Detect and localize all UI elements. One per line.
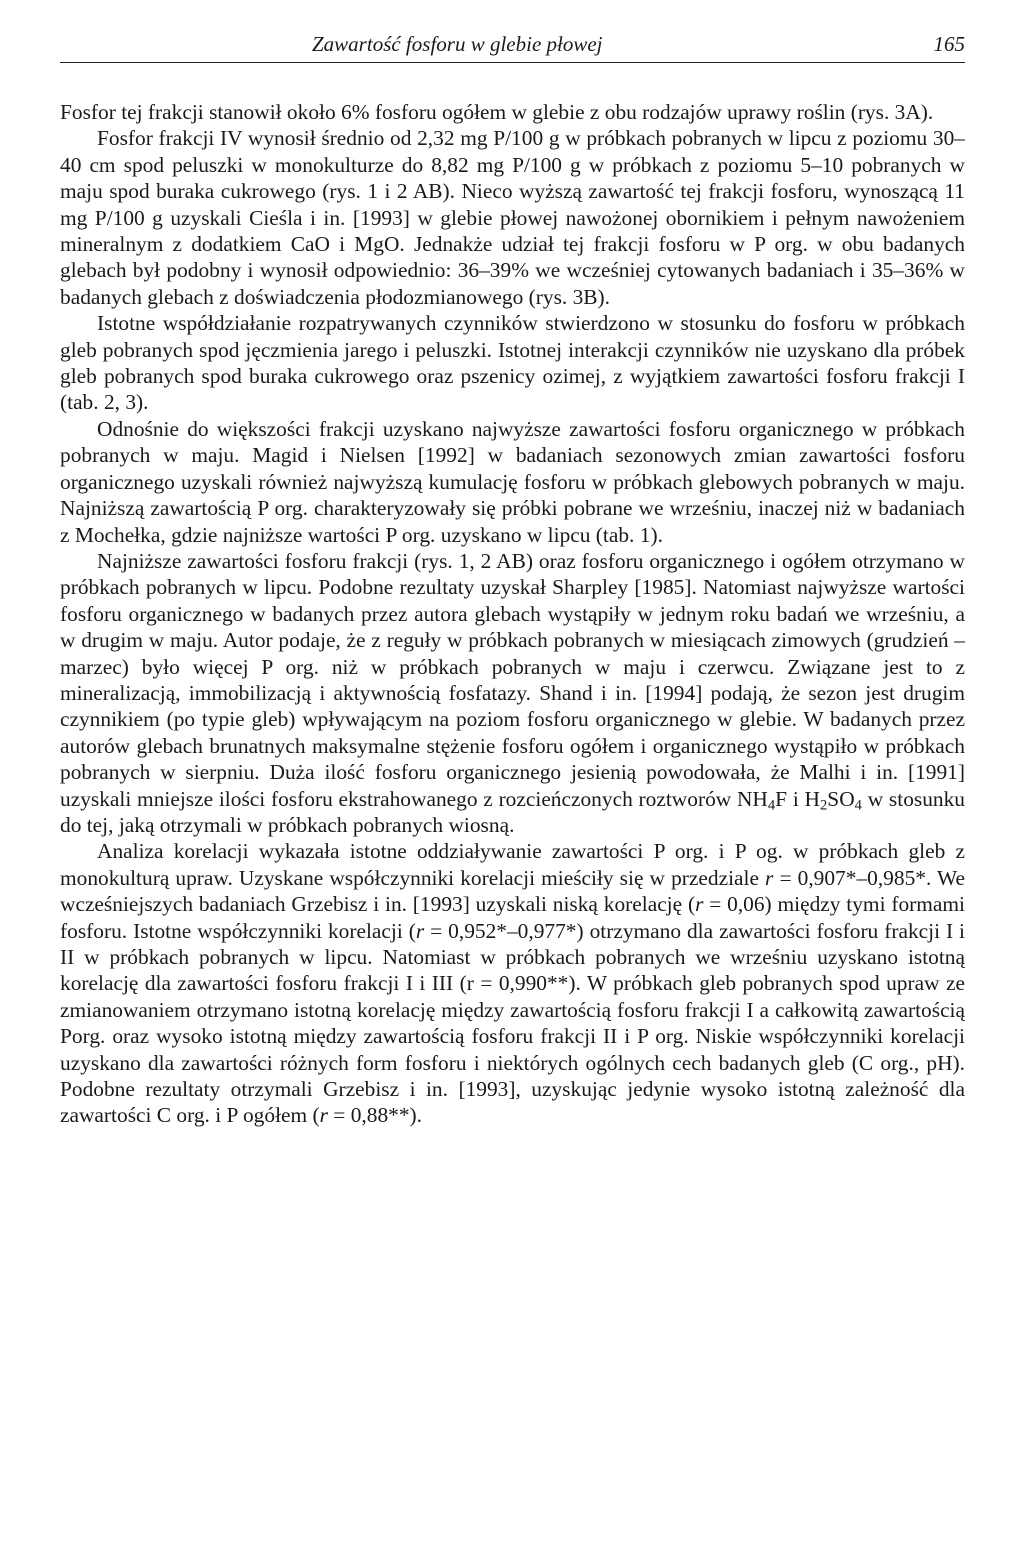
running-header xyxy=(60,28,965,63)
paragraph-4: Odnośnie do większości frakcji uzyskano najwyższe zawartości fosforu organicznego w próbkach pobranych w maju. Magid i Nielsen [1992] w badaniach sezonowych zmian zawartości fosforu organicznego uzyskali również najwyższą kumulację fosforu w próbkach glebowych pobranych w maju. Najniższą zawartością P org. charakteryzowały się próbki pobrane we wrześniu, inaczej niż w badaniach z Mochełka, gdzie najniższe wartości P org. uzyskano w lipcu (tab. 1). xyxy=(60,416,965,547)
page-number: 165 xyxy=(933,32,965,56)
document-page xyxy=(60,28,965,1129)
running-title: Zawartość fosforu w glebie płowej xyxy=(312,32,603,56)
paragraph-5: Najniższe zawartości fosforu frakcji (rys. 1, 2 AB) oraz fosforu organicznego i ogółem otrzymano w próbkach pobranych w lipcu. Podobne rezultaty uzyskał Sharpley [1985]. Natomiast najwyższe wartości fosforu organicznego w badanych przez autora glebach wystąpiły w jednym roku badań we wrześniu, a w drugim w maju. Autor podaje, że z reguły w próbkach pobranych w miesiącach zimowych (grudzień – marzec) było więcej P org. niż w próbkach pobranych w maju i czerwcu. Związane jest to z mineralizacją, immobilizacją i aktywnością fosfatazy. Shand i in. [1994] podają, że sezon jest drugim czynnikiem (po typie gleb) wpływającym na poziom fosforu organicznego w glebie. W badanych przez autorów glebach brunatnych maksymalne stężenie fosforu ogółem i organicznego wystąpiło w próbkach pobranych w sierpniu. Duża ilość fosforu organicznego jesienią powodowała, że Malhi i in. [1991] uzyskali mniejsze ilości fosforu ekstrahowanego z rozcieńczonych roztworów $NH_4F$ i $H_2SO_4$ w stosunku do tej, jaką otrzymali w próbkach pobranych wiosną. xyxy=(60,548,966,837)
paragraph-6: Analiza korelacji wykazała istotne oddziaływanie zawartości P org. i P og. w próbkach gleb z monokulturą upraw. Uzyskane współczynniki korelacji mieściły się w przedziale r = 0,907*–0,985*. We wcześniejszych badaniach Grzebisz i in. [1993] uzyskali niską korelację (r = 0,06) między tymi formami fosforu. Istotne współczynniki korelacji (r = 0,952*–0,977*) otrzymano dla zawartości fosforu frakcji I i II w próbkach pobranych w lipcu. Natomiast w próbkach pobranych we wrześniu uzyskano istotną korelację dla zawartości fosforu frakcji I i III (r = 0,990**). W próbkach gleb pobranych spod upraw ze zmianowaniem otrzymano istotną korelację między zawartością fosforu frakcji I a całkowitą zawartością Porg. oraz wysoko istotną między zawartością fosforu frakcji II i P org. Niskie współczynniki korelacji uzyskano dla zawartości różnych form fosforu i niektórych ogólnych cech badanych gleb (C org., pH). Podobne rezultaty otrzymali Grzebisz i in. [1993], uzyskując jedynie wysoko istotną zależność dla zawartości C org. i P ogółem (r = 0,88**). xyxy=(60,839,965,1128)
body-text xyxy=(60,99,965,1129)
paragraph-3: Istotne współdziałanie rozpatrywanych czynników stwierdzono w stosunku do fosforu w próbkach gleb pobranych spod jęczmienia jarego i peluszki. Istotnej interakcji czynników nie uzyskano dla próbek gleb pobranych spod buraka cukrowego oraz pszenicy ozimej, z wyjątkiem zawartości fosforu frakcji I (tab. 2, 3). xyxy=(60,311,965,415)
paragraph-1: Fosfor tej frakcji stanowił około 6% fosforu ogółem w glebie z obu rodzajów uprawy roślin (rys. 3A). xyxy=(60,100,934,124)
paragraph-2: Fosfor frakcji IV wynosił średnio od 2,32 mg P/100 g w próbkach pobranych w lipcu z poziomu 30–40 cm spod peluszki w monokulturze do 8,82 mg P/100 g w próbkach z poziomu 5–10 pobranych w maju spod buraka cukrowego (rys. 1 i 2 AB). Nieco wyższą zawartość tej frakcji fosforu, wynoszącą 11 mg P/100 g uzyskali Cieśla i in. [1993] w glebie płowej nawożonej obornikiem i pełnym nawożeniem mineralnym z dodatkiem CaO i MgO. Jednakże udział tej frakcji fosforu w P org. w obu badanych glebach był podobny i wynosił odpowiednio: 36–39% we wcześniej cytowanych badaniach i 35–36% w badanych glebach z doświadczenia płodozmianowego (rys. 3B). xyxy=(60,126,965,309)
